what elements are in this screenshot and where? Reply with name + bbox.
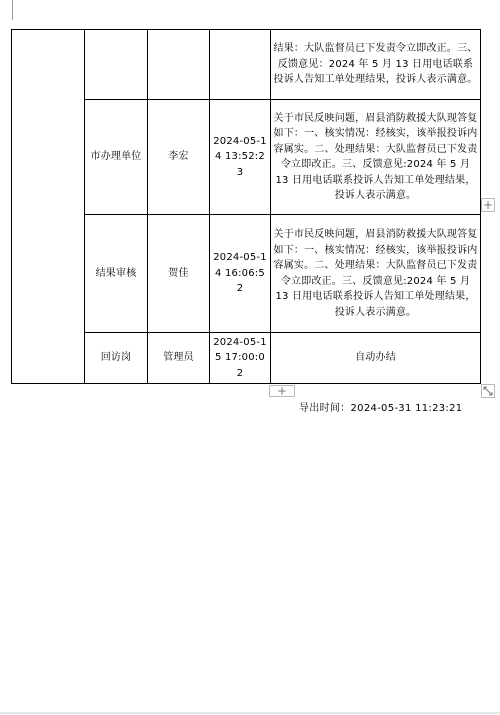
content-cell xyxy=(271,30,481,100)
page-divider xyxy=(0,712,500,714)
node-cell: 结果审核 xyxy=(85,215,148,333)
time-cell: 2024-05-14 13:52:23 xyxy=(210,100,271,215)
work-order-table xyxy=(11,29,481,384)
add-column-button[interactable]: + xyxy=(482,198,494,212)
resize-arrow-icon xyxy=(483,386,493,396)
time-cell: 2024-05-15 17:00:02 xyxy=(210,333,271,384)
node-cell xyxy=(85,30,148,100)
person-cell: 贺佳 xyxy=(148,215,210,333)
node-cell: 回访岗 xyxy=(85,333,148,384)
content-text: 结果：大队监督员已下发责令立即改正。三、反馈意见：2024 年 5 月 13 日用电话联系投诉人告知工单处理结果，投诉人表示满意。 xyxy=(273,43,478,86)
person-cell xyxy=(148,30,210,100)
content-text: 关于市民反映问题，眉县消防救援大队现答复如下：一、核实情况：经核实，该举报投诉内容属实。二、处理结果：大队监督员已下发责令立即改正。三、反馈意见:2024 年 5 月 13 日用电话联系投诉人告知工单处理结果，投诉人表示满意。 xyxy=(273,112,478,201)
merged-empty-cell xyxy=(12,30,85,384)
export-time: 导出时间：2024-05-31 11:23:21 xyxy=(299,403,463,414)
person-cell: 管理员 xyxy=(148,333,210,384)
table-row xyxy=(12,30,481,100)
add-row-button[interactable]: + xyxy=(269,385,295,397)
page-corner-mark xyxy=(12,0,13,20)
time-cell: 2024-05-14 16:06:52 xyxy=(210,215,271,333)
person-cell: 李宏 xyxy=(148,100,210,215)
content-cell xyxy=(271,215,481,333)
content-cell xyxy=(271,100,481,215)
time-cell xyxy=(210,30,271,100)
content-cell: 自动办结 xyxy=(271,333,481,384)
table-resize-handle[interactable] xyxy=(481,384,495,398)
content-text: 关于市民反映问题，眉县消防救援大队现答复如下：一、核实情况：经核实，该举报投诉内容属实。二、处理结果：大队监督员已下发责令立即改正。三、反馈意见:2024 年 5 月 13 日用电话联系投诉人告知工单处理结果，投诉人表示满意。 xyxy=(273,229,478,318)
node-cell: 市办理单位 xyxy=(85,100,148,215)
